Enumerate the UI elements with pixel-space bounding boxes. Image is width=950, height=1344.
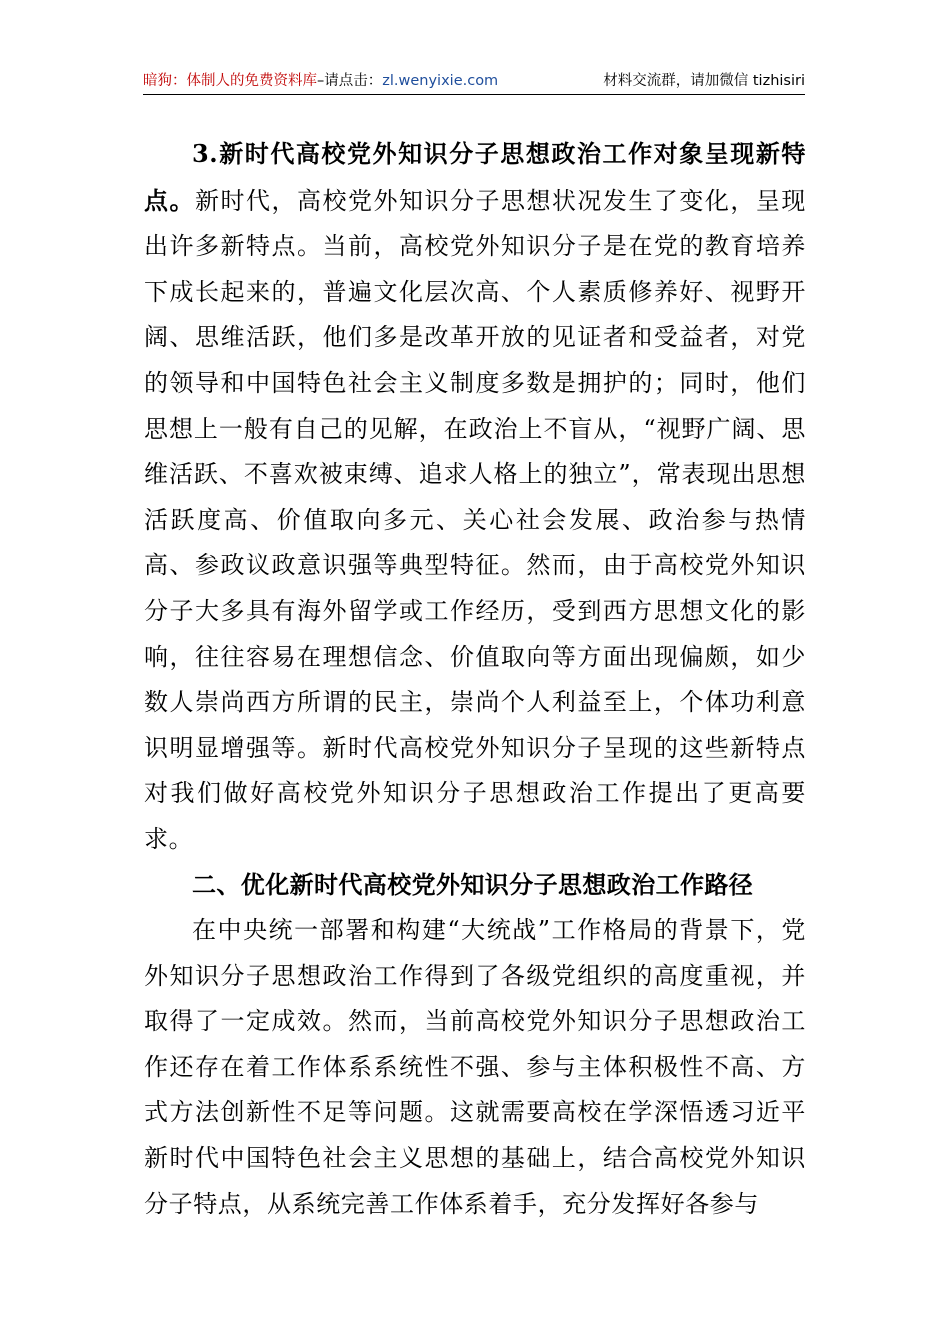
document-body (144, 131, 806, 1227)
paragraph-lead-heading: 3.新时代高校党外知识分子思想政治工作对象呈现新特点。 (144, 139, 806, 215)
header-contact: 材料交流群，请加微信 tizhisiri (603, 73, 805, 89)
page-header (143, 70, 805, 95)
section-heading: 二、优化新时代高校党外知识分子思想政治工作路径 (192, 870, 754, 899)
header-url-link[interactable]: zl.wenyixie.com (382, 73, 499, 89)
paragraph-text: 新时代，高校党外知识分子思想状况发生了变化，呈现出许多新特点。当前，高校党外知识分子是在党的教育培养下成长起来的，普遍文化层次高、个人素质修养好、视野开阔、思维活跃，他们多是改革开放的见证者和受益者，对党的领导和中国特色社会主义制度多数是拥护的；同时，他们思想上一般有自己的见解，在政治上不盲从，“视野广阔、思维活跃、不喜欢被束缚、追求人格上的独立”，常表现出思想活跃度高、价值取向多元、关心社会发展、政治参与热情高、参政议政意识强等典型特征。然而，由于高校党外知识分子大多具有海外留学或工作经历，受到西方思想文化的影响，往往容易在理想信念、价值取向等方面出现偏颇，如少数人崇尚西方所谓的民主，崇尚个人利益至上，个体功利意识明显增强等。新时代高校党外知识分子呈现的这些新特点对我们做好高校党外知识分子思想政治工作提出了更高要求。 (144, 186, 806, 853)
header-site-name: 暗狗：体制人的免费资料库 (143, 73, 317, 89)
paragraph-optimization: 在中央统一部署和构建“大统战”工作格局的背景下，党外知识分子思想政治工作得到了各级党组织的高度重视，并取得了一定成效。然而，当前高校党外知识分子思想政治工作还存在着工作体系系统性不强、参与主体积极性不高、方式方法创新性不足等问题。这就需要高校在学深悟透习近平新时代中国特色社会主义思想的基础上，结合高校党外知识分子特点，从系统完善工作体系着手，充分发挥好各参与 (144, 916, 806, 1218)
paragraph-new-features (144, 131, 806, 863)
header-prompt: –请点击： (317, 73, 383, 89)
